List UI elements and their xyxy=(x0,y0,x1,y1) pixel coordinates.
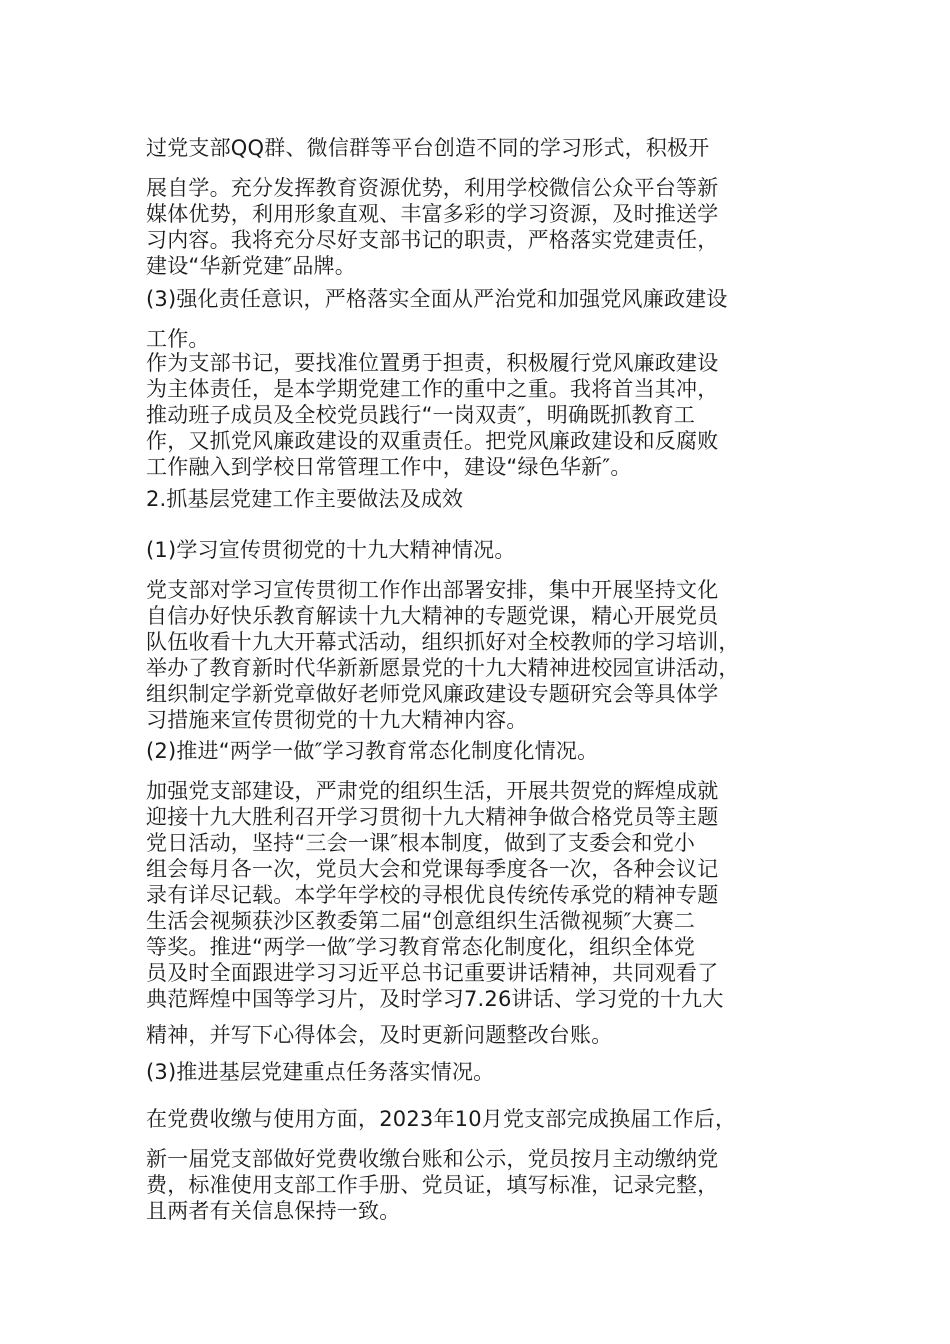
text-line: 组织制定学新党章做好老师党风廉政建设专题研究会等具体学 xyxy=(146,682,719,706)
text-line: 且两者有关信息保持一致。 xyxy=(146,1199,401,1223)
section-heading: (3)推进基层党建重点任务落实情况。 xyxy=(146,1060,495,1084)
text-line: 迎接十九大胜利召开学习贯彻十九大精神争做合格党员等主题 xyxy=(146,805,719,829)
text-line: 媒体优势，利用形象直观、丰富多彩的学习资源，及时推送学 xyxy=(146,202,719,226)
section-heading: 工作。 xyxy=(146,327,210,351)
text-line: 建设“华新党建″品牌。 xyxy=(146,254,356,278)
text-line: 党日活动，坚持“三会一课″根本制度，做到了支委会和党小 xyxy=(146,831,696,855)
text-line: 员及时全面跟进学习习近平总书记重要讲话精神，共同观看了 xyxy=(146,961,719,985)
section-heading: (1)学习宣传贯彻党的十九大精神情况。 xyxy=(146,538,516,562)
text-line: 习内容。我将充分尽好支部书记的职责，严格落实党建责任， xyxy=(146,228,719,252)
section-heading: (2)推进“两学一做″学习教育常态化制度化情况。 xyxy=(146,739,599,763)
text-line: 等奖。推进“两学一做″学习教育常态化制度化，组织全体党 xyxy=(146,935,696,959)
text-line: 录有详尽记载。本学年学校的寻根优良传统传承党的精神专题 xyxy=(146,883,719,907)
text-line: 推动班子成员及全校党员践行“一岗双责″，明确既抓教育工 xyxy=(146,403,696,427)
text-line: 队伍收看十九大开幕式活动，组织抓好对全校教师的学习培训， xyxy=(146,630,740,654)
text-line: 新一届党支部做好党费收缴台账和公示，党员按月主动缴纳党 xyxy=(146,1147,719,1171)
text-line: 典范辉煌中国等学习片，及时学习7.26讲话、学习党的十九大 xyxy=(146,987,724,1011)
text-line: 过党支部QQ群、微信群等平台创造不同的学习形式，积极开 xyxy=(146,136,710,160)
text-line: 工作融入到学校日常管理工作中，建设“绿色华新″。 xyxy=(146,455,632,479)
text-line: 举办了教育新时代华新新愿景党的十九大精神进校园宣讲活动， xyxy=(146,656,740,680)
text-line: 党支部对学习宣传贯彻工作作出部署安排，集中开展坚持文化 xyxy=(146,578,719,602)
text-line: 为主体责任，是本学期党建工作的重中之重。我将首当其冲， xyxy=(146,377,719,401)
text-line: 费，标准使用支部工作手册、党员证，填写标准，记录完整， xyxy=(146,1173,719,1197)
text-line: 展自学。充分发挥教育资源优势，利用学校微信公众平台等新 xyxy=(146,176,719,200)
section-heading: (3)强化责任意识，严格落实全面从严治党和加强党风廉政建设 xyxy=(146,287,728,311)
text-line: 加强党支部建设，严肃党的组织生活，开展共贺党的辉煌成就 xyxy=(146,779,719,803)
text-line: 作，又抓党风廉政建设的双重责任。把党风廉政建设和反腐败 xyxy=(146,429,719,453)
text-line: 组会每月各一次，党员大会和党课每季度各一次，各种会议记 xyxy=(146,857,719,881)
text-line: 精神，并写下心得体会，及时更新问题整改台账。 xyxy=(146,1023,613,1047)
section-heading: 2.抓基层党建工作主要做法及成效 xyxy=(146,487,464,511)
text-line: 自信办好快乐教育解读十九大精神的专题党课，精心开展党员 xyxy=(146,604,719,628)
text-line: 习措施来宣传贯彻党的十九大精神内容。 xyxy=(146,708,528,732)
text-line: 在党费收缴与使用方面，2023年10月党支部完成换届工作后， xyxy=(146,1107,737,1131)
text-line: 生活会视频获沙区教委第二届“创意组织生活微视频″大赛二 xyxy=(146,909,696,933)
text-line: 作为支部书记，要找准位置勇于担责，积极履行党风廉政建设 xyxy=(146,351,719,375)
